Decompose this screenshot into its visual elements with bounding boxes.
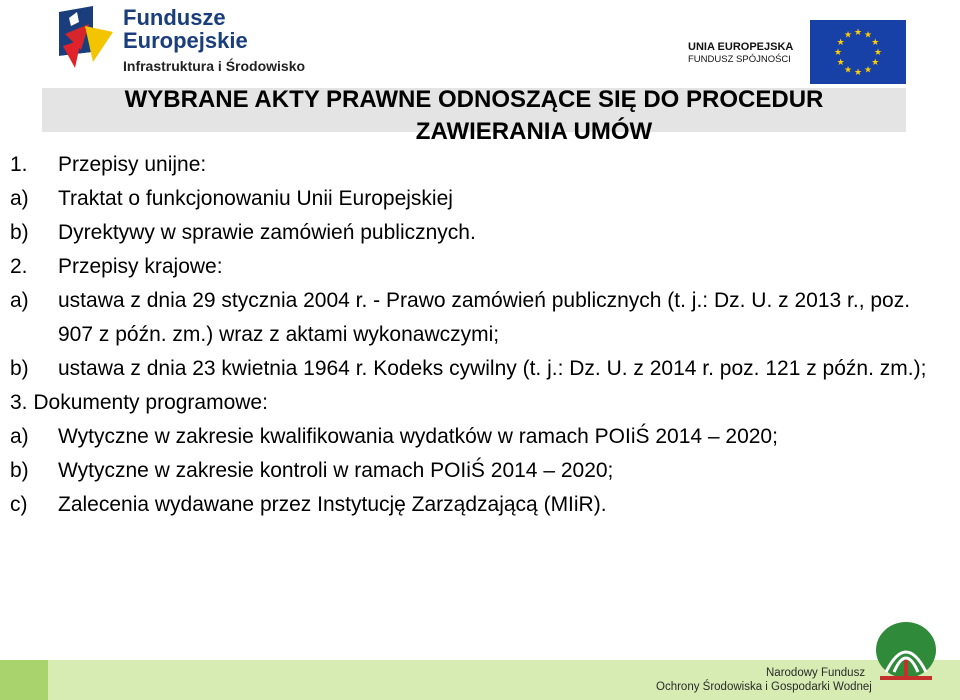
list-number: b) [10,221,29,244]
title-line2: ZAWIERANIA UMÓW [415,118,653,145]
list-item [10,182,940,216]
eu-star-icon: ★ [873,47,883,57]
eu-star-icon: ★ [836,57,845,67]
list-item [10,148,940,182]
list-text: Dyrektywy w sprawie zamówień publicznych. [58,221,476,244]
list-number: b) [10,459,29,482]
nfosigw-logo [640,610,960,700]
list-number: b) [10,357,29,380]
list-item [10,454,940,488]
list-text: Traktat o funkcjonowaniu Unii Europejskiej [58,187,453,210]
list-item [10,488,940,522]
list-text: Zalecenia wydawane przez Instytucję Zarządzającą (MIiR). [58,493,607,516]
eu-star-icon: ★ [843,64,853,75]
eu-star-icon: ★ [843,29,853,40]
list-item [10,250,940,284]
nfosigw-line1: Narodowy Fundusz [766,667,866,679]
ue-label [688,40,793,66]
list-text: 3. Dokumenty programowe: [10,391,268,414]
list-text: Przepisy unijne: [58,153,207,176]
eu-star-icon: ★ [853,67,863,77]
eu-star-icon: ★ [833,47,843,57]
list-number: 1. [10,153,28,176]
fundusze-europejskie-logo [55,6,325,86]
fe-flag-icon [55,6,115,86]
footer-accent [0,660,48,700]
ue-label-line2: FUNDUSZ SPÓJNOŚCI [688,54,791,65]
fe-logo-line2: Europejskie [123,28,248,53]
fe-logo-line3: Infrastruktura i Środowisko [123,58,306,74]
list-text: ustawa z dnia 23 kwietnia 1964 r. Kodeks cywilny (t. j.: Dz. U. z 2014 r. poz. 121 z późn. zm.); [58,357,927,380]
list-number: a) [10,425,29,448]
list-number: a) [10,187,29,210]
nfosigw-tree-icon [866,612,946,682]
list-text: Wytyczne w zakresie kwalifikowania wydatków w ramach POIiŚ 2014 – 2020; [58,425,778,448]
fe-logo-line1: Fundusze [123,5,226,30]
eu-flag-icon [810,20,906,84]
list-item [10,420,940,454]
list-number: 2. [10,255,28,278]
list-number: a) [10,289,29,312]
page-title [42,84,906,148]
title-line1: WYBRANE AKTY PRAWNE ODNOSZĄCE SIĘ DO PROCEDUR [124,86,824,113]
list-item [10,386,940,420]
nfosigw-text [656,666,872,694]
nfosigw-line2: Ochrony Środowiska i Gospodarki Wodnej [656,681,872,693]
list-text: ustawa z dnia 29 stycznia 2004 r. - Prawo zamówień publicznych (t. j.: Dz. U. z 2013 r., poz. 907 z późn. zm.) wraz z aktami wykonawczymi; [58,289,911,346]
eu-star-icon: ★ [863,64,873,75]
list-number: c) [10,493,28,516]
eu-star-icon: ★ [863,29,873,40]
eu-star-icon: ★ [871,37,880,47]
eu-star-icon: ★ [836,37,845,47]
list-text: Przepisy krajowe: [58,255,223,278]
ue-label-line1: UNIA EUROPEJSKA [688,41,794,53]
legal-acts-list [10,148,940,522]
list-text: Wytyczne w zakresie kontroli w ramach POIiŚ 2014 – 2020; [58,459,614,482]
list-item [10,284,940,352]
list-item [10,216,940,250]
eu-star-icon: ★ [871,57,880,67]
eu-star-icon: ★ [853,27,863,37]
list-item [10,352,940,386]
